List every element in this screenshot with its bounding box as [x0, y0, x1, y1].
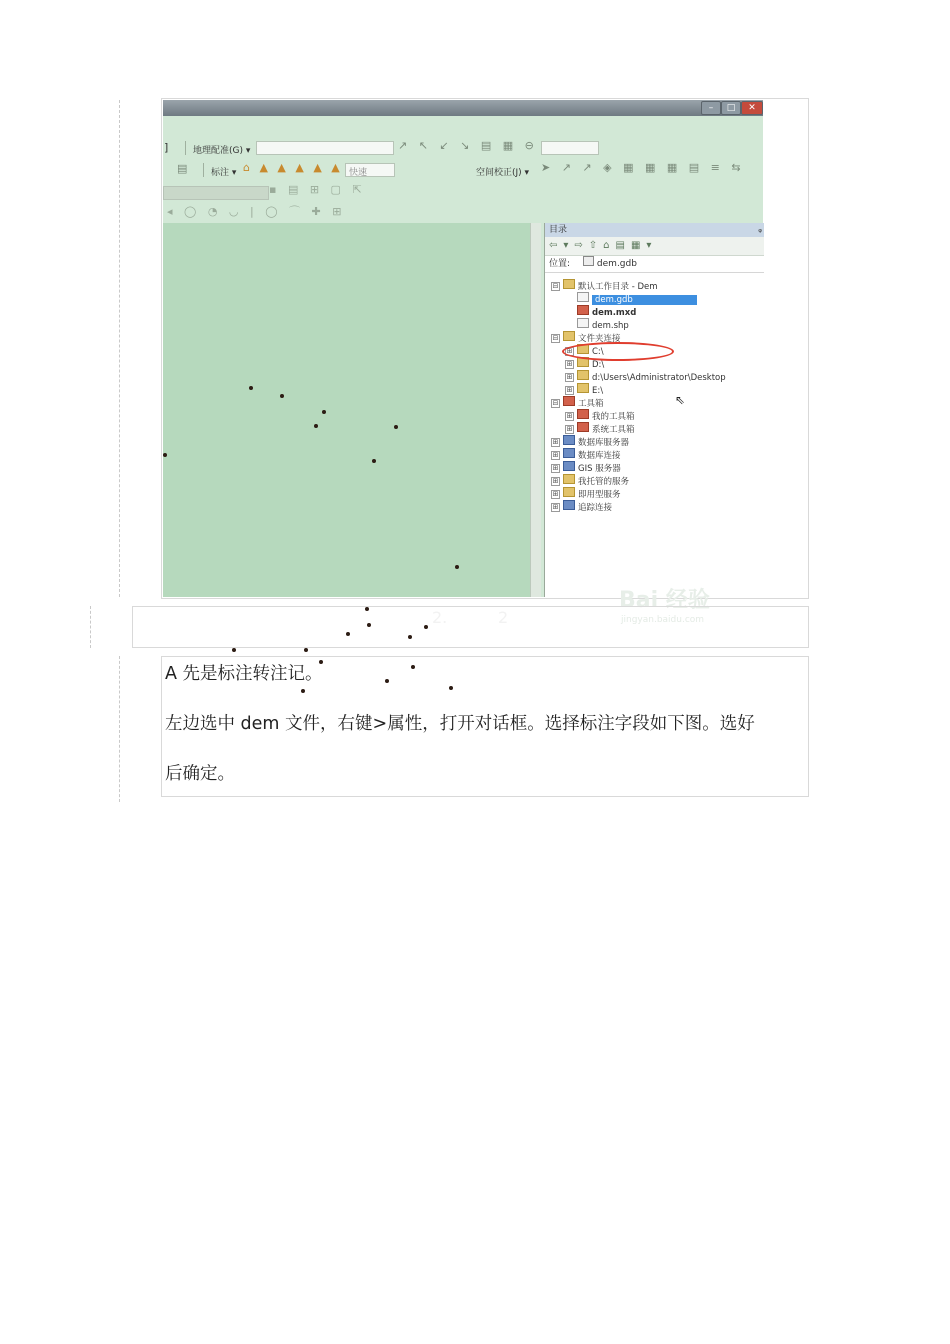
tree-node-dem-shp[interactable]: dem.shp [577, 318, 629, 331]
highlight-circle [562, 342, 674, 361]
map-point [280, 394, 284, 398]
label-tools-icon[interactable]: ⌂ ▲ ▲ ▲ ▲ ▲ [243, 161, 343, 174]
folder-icon [563, 474, 575, 484]
catalog-title: 目录 [549, 225, 568, 235]
margin-marker [90, 606, 91, 648]
tree-node-database-connections[interactable]: ⊞ 数据库连接 [551, 448, 621, 461]
maximize-button[interactable]: □ [721, 101, 741, 115]
editor-icon[interactable]: ▤ [177, 162, 188, 175]
toolbar-georeferencing [163, 138, 763, 160]
database-connection-icon [563, 448, 575, 458]
folder-icon [563, 279, 575, 289]
tree-node-gis-servers[interactable]: ⊞ GIS 服务器 [551, 461, 621, 474]
catalog-toolbar[interactable]: ⇦▾⇨⇧⌂▤▦▾ [545, 237, 764, 256]
toolbar-misc [163, 182, 763, 204]
tree-node-drive-c[interactable]: ⊞ C:\ [565, 344, 604, 357]
arcmap-screenshot [163, 100, 763, 625]
toolbox-icon [563, 396, 575, 406]
close-button[interactable]: ✕ [741, 101, 763, 115]
instruction-text-block [161, 656, 809, 797]
tree-node-database-servers[interactable]: ⊞ 数据库服务器 [551, 435, 629, 448]
georeferencing-menu[interactable]: 地理配准(G) ▾ [193, 146, 251, 156]
location-field[interactable]: dem.gdb [583, 256, 637, 272]
tree-node-system-toolboxes[interactable]: ⊞ 系统工具箱 [565, 422, 635, 435]
tree-node-my-toolboxes[interactable]: ⊞ 我的工具箱 [565, 409, 635, 422]
map-point [394, 425, 398, 429]
margin-marker [119, 656, 120, 802]
map-point [249, 386, 253, 390]
toolbar-separator [185, 141, 186, 155]
watermark-url: jingyan.baidu.com [621, 615, 705, 625]
toolbar-separator [203, 163, 204, 177]
folder-icon [577, 383, 589, 393]
catalog-location-bar [545, 256, 764, 273]
map-point [232, 648, 236, 652]
scale-combobox[interactable] [541, 141, 599, 155]
tree-node-toolboxes[interactable]: ⊟ 工具箱 [551, 396, 604, 409]
spatial-adjust-tools-icon[interactable]: ➤ ↗ ↗ ◈ ▦ ▦ ▦ ▤ ≡ ⇆ [541, 161, 745, 174]
map-scrollbar[interactable] [530, 223, 541, 597]
caption-number-left: 2. [432, 608, 448, 627]
labeling-menu[interactable]: 标注 ▾ [211, 168, 237, 178]
tree-node-my-hosted-services[interactable]: ⊞ 我托管的服务 [551, 474, 629, 487]
tree-node-dem-gdb[interactable]: dem.gdb [577, 292, 697, 305]
folder-icon [577, 370, 589, 380]
input-combobox[interactable] [163, 186, 269, 200]
map-point [304, 648, 308, 652]
paragraph-heading: A 先是标注转注记。 [165, 664, 323, 684]
toolbar-bracket: ] [164, 141, 169, 154]
pin-icon[interactable]: ᵩ [758, 225, 762, 235]
gis-server-icon [563, 461, 575, 471]
misc-tools-icon[interactable]: ▪ ▤ ⊞ ▢ ⇱ [269, 183, 366, 196]
map-point [322, 410, 326, 414]
minimize-button[interactable]: – [701, 101, 721, 115]
paragraph-line: 后确定。 [165, 764, 235, 784]
paragraph-line: 左边选中 dem 文件，右键>属性，打开对话框。选择标注字段如下图。选好 [165, 714, 755, 734]
location-label: 位置: [549, 259, 571, 269]
folder-icon [563, 487, 575, 497]
mouse-cursor-icon: ⇖ [675, 393, 686, 407]
tree-node-drive-e[interactable]: ⊞ E:\ [565, 383, 603, 396]
caption-number-right: 2 [498, 608, 509, 627]
spatial-adjustment-menu[interactable]: 空间校正(J) ▾ [476, 168, 530, 178]
layer-combobox[interactable] [256, 141, 394, 155]
shapefile-icon [577, 318, 589, 328]
margin-marker [119, 100, 120, 597]
tree-node-tracking-connections[interactable]: ⊞ 追踪连接 [551, 500, 612, 513]
map-document-icon [577, 305, 589, 315]
toolbar-drawing [163, 202, 763, 224]
map-point [314, 424, 318, 428]
map-point [163, 453, 167, 457]
geodatabase-icon [583, 256, 594, 266]
map-view[interactable] [163, 223, 530, 597]
tree-node-drive-d[interactable]: ⊞ D:\ [565, 357, 604, 370]
caption-strip [132, 606, 809, 648]
toolbox-icon [577, 422, 589, 432]
catalog-titlebar [545, 223, 764, 237]
tree-node-desktop[interactable]: ⊞ d:\Users\Administrator\Desktop [565, 370, 726, 383]
tree-node-dem-mxd[interactable]: dem.mxd [577, 305, 636, 318]
database-server-icon [563, 435, 575, 445]
drawing-tools-icon[interactable]: ◂ ◯ ◔ ◡ | ◯ ⌒ ✚ ⊞ [167, 205, 346, 218]
map-point [455, 565, 459, 569]
catalog-window [544, 223, 764, 625]
window-titlebar [163, 100, 763, 116]
tree-node-folder-connections[interactable]: ⊟ 文件夹连接 [551, 331, 621, 344]
toolbox-icon [577, 409, 589, 419]
tracking-connection-icon [563, 500, 575, 510]
tree-node-home-folder[interactable]: ⊟ 默认工作目录 - Dem [551, 279, 658, 292]
georef-tools-icon[interactable]: ↗ ↖ ↙ ↘ ▤ ▦ ⊖ [398, 139, 538, 152]
toolbar-labeling [163, 160, 763, 182]
quick-style-value: 快速 [349, 168, 368, 178]
watermark-logo: Bai 经验 [619, 588, 710, 613]
folder-icon [563, 331, 575, 341]
tree-node-ready-to-use-services[interactable]: ⊞ 即用型服务 [551, 487, 621, 500]
map-point [372, 459, 376, 463]
geodatabase-icon [577, 292, 589, 302]
